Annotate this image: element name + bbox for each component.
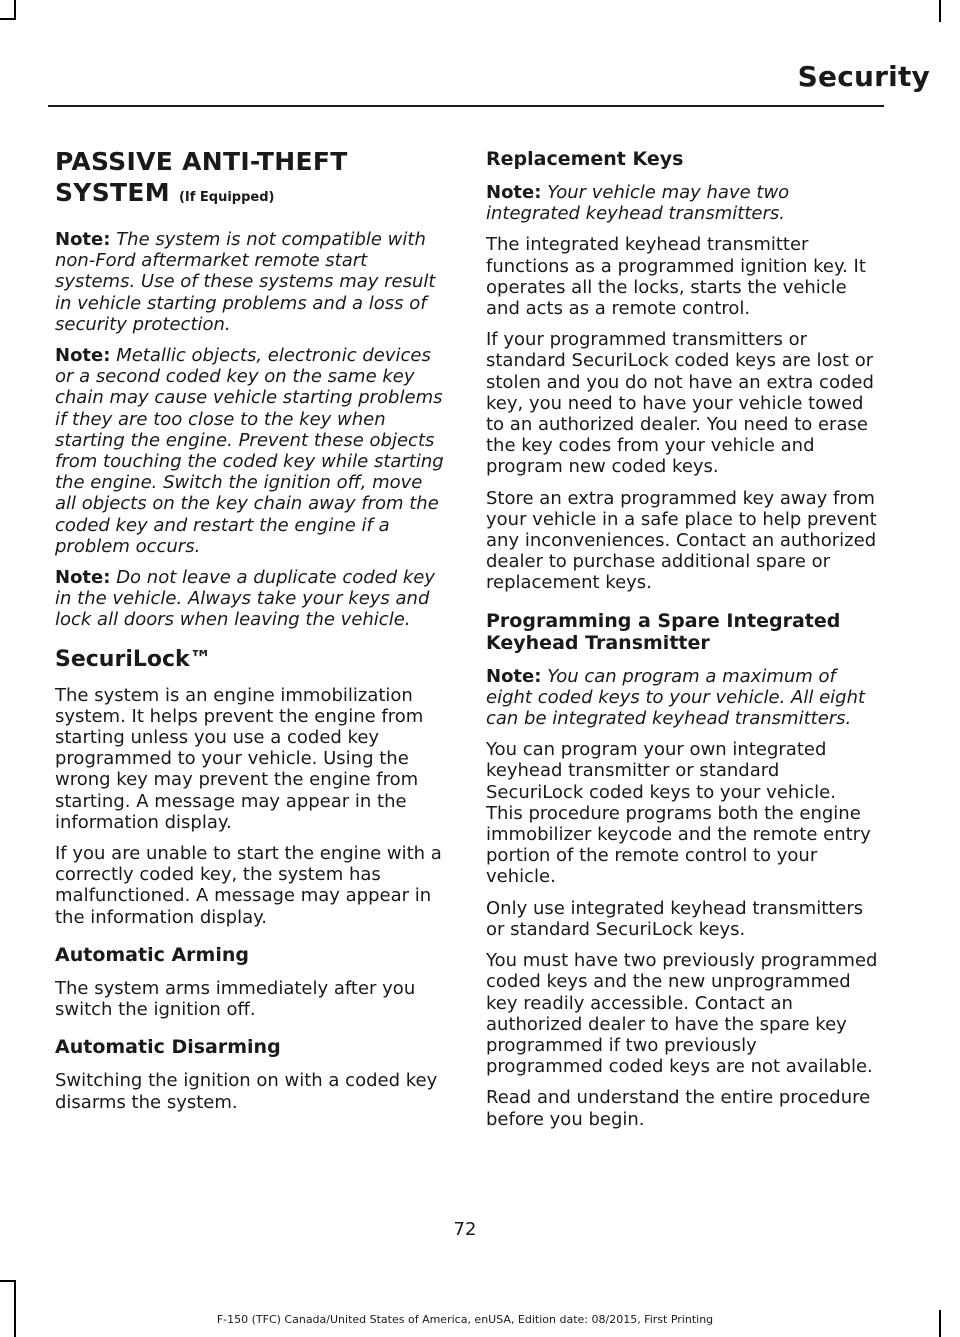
body-paragraph: The integrated keyhead transmitter functions as a programmed ignition key. It operates all the locks, starts the vehicle and acts as a remote control. bbox=[486, 234, 866, 320]
body-paragraph: Only use integrated keyhead transmitters or standard SecuriLock keys. bbox=[486, 897, 864, 940]
page-number: 72 bbox=[453, 1219, 477, 1240]
subheading-automatic-arming: Automatic Arming bbox=[55, 943, 249, 966]
subheading-automatic-disarming: Automatic Disarming bbox=[55, 1036, 281, 1059]
body-paragraph: Switching the ignition on with a coded key disarms the system. bbox=[55, 1070, 438, 1113]
body-paragraph: The system is an engine immobilization system. It helps prevent the engine from starting unless you use a coded key programmed to your vehicle. Using the wrong key may prevent the engine from starting. A message may appear in the information display. bbox=[55, 684, 424, 833]
note-paragraph: Note: Your vehicle may have two integrated keyhead transmitters. bbox=[486, 182, 790, 225]
note-paragraph: Note: The system is not compatible with non-Ford aftermarket remote start systems. Use of these systems may result in vehicle starting problems and a loss of security protection. bbox=[55, 229, 436, 335]
crop-mark bbox=[0, 1280, 16, 1282]
crop-mark bbox=[14, 1280, 16, 1337]
body-paragraph: Read and understand the entire procedure before you begin. bbox=[486, 1087, 871, 1130]
crop-mark bbox=[939, 1310, 941, 1337]
section-heading-securilock: SecuriLock™ bbox=[55, 646, 212, 672]
crop-mark bbox=[939, 0, 941, 22]
body-paragraph: You must have two previously programmed coded keys and the new unprogrammed key readily accessible. Contact an authorized dealer to have the spare key programmed if two previously programmed coded keys are not available. bbox=[486, 950, 878, 1078]
edition-footer: F-150 (TFC) Canada/United States of America, enUSA, Edition date: 08/2015, First Printing bbox=[216, 1313, 714, 1326]
body-paragraph: Store an extra programmed key away from your vehicle in a safe place to help prevent any inconveniences. Contact an authorized dealer to purchase additional spare or replacement keys. bbox=[486, 487, 877, 594]
note-paragraph: Note: Metallic objects, electronic devices or a second coded key on the same key chain may cause vehicle starting problems if they are too close to the key when starting the engine. Prevent these objects from touching the coded key while starting the engine. Switch the ignition off, move all objects on the key chain away from the coded key and restart the engine if a problem occurs. bbox=[55, 345, 444, 557]
body-paragraph: The system arms immediately after you switch the ignition off. bbox=[55, 977, 416, 1021]
if-equipped-label: (If Equipped) bbox=[178, 190, 275, 205]
section-heading-passive-anti-theft: PASSIVE ANTI-THEFT SYSTEM (If Equipped) bbox=[55, 147, 348, 207]
right-column bbox=[486, 142, 878, 1140]
page-title: Security bbox=[797, 60, 930, 93]
note-paragraph: Note: You can program a maximum of eight coded keys to your vehicle. All eight can be integrated keyhead transmitters. bbox=[486, 665, 866, 730]
left-column bbox=[55, 142, 447, 1123]
body-paragraph: You can program your own integrated keyhead transmitter or standard SecuriLock coded keys to your vehicle. This procedure programs both the engine immobilizer keycode and the remote entry portion of the remote control to your vehicle. bbox=[486, 739, 871, 888]
body-paragraph: If your programmed transmitters or standard SecuriLock coded keys are lost or stolen and you do not have an extra coded key, you need to have your vehicle towed to an authorized dealer. You need to erase the key codes from your vehicle and program new coded keys. bbox=[486, 329, 874, 478]
subheading-programming-spare-key: Programming a Spare Integrated Keyhead Transmitter bbox=[486, 609, 841, 654]
crop-mark bbox=[0, 18, 16, 20]
subheading-replacement-keys: Replacement Keys bbox=[486, 148, 684, 170]
crop-mark bbox=[14, 0, 16, 20]
body-paragraph: If you are unable to start the engine with a correctly coded key, the system has malfunctioned. A message may appear in the information display. bbox=[55, 843, 442, 928]
note-paragraph: Note: Do not leave a duplicate coded key in the vehicle. Always take your keys and lock all doors when leaving the vehicle. bbox=[55, 567, 436, 631]
header-divider bbox=[48, 105, 884, 107]
